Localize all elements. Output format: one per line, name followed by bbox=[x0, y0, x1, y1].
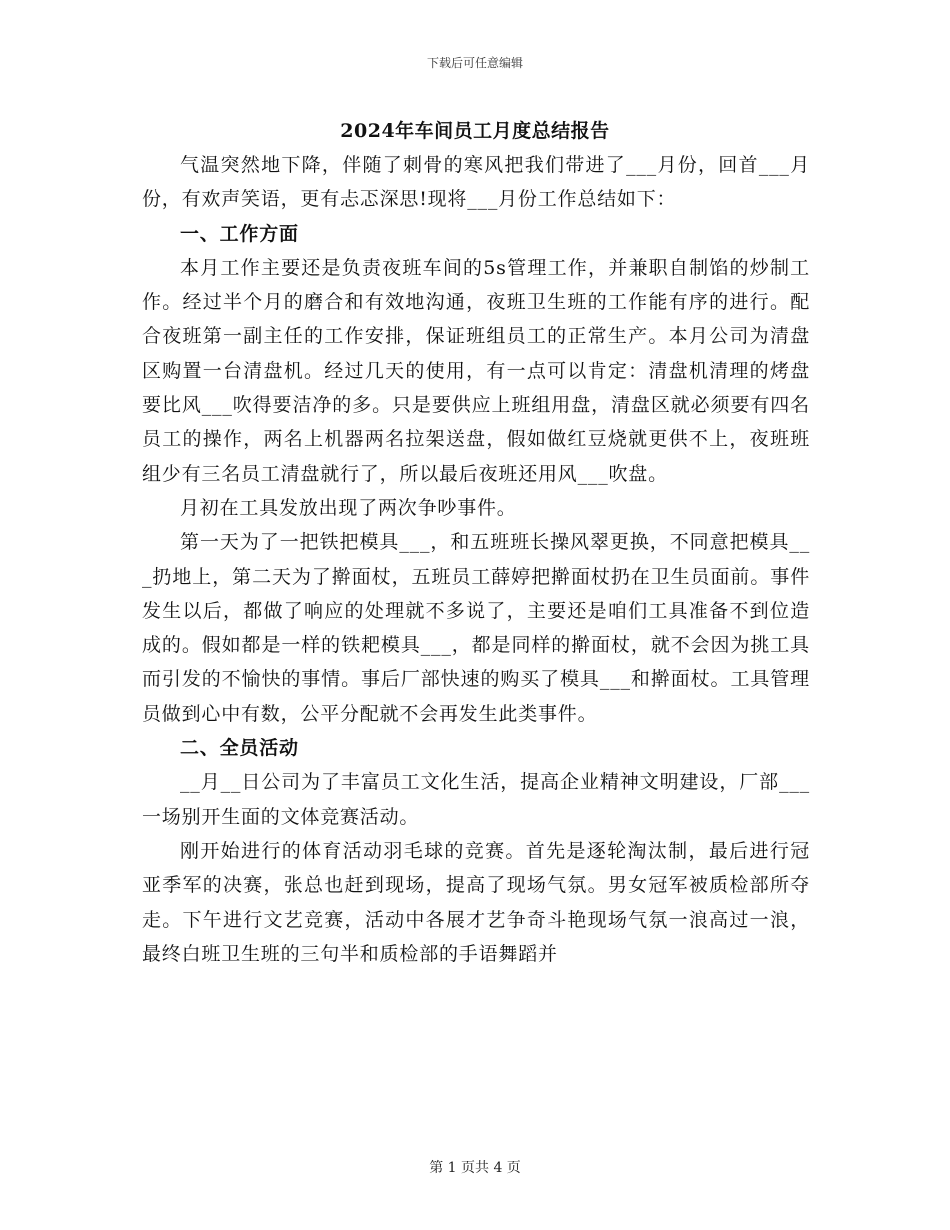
header-note: 下载后可任意编辑 bbox=[426, 56, 523, 70]
section-heading-activities: 二、全员活动 bbox=[180, 737, 299, 760]
page-number: 第 1 页共 4 页 bbox=[429, 1160, 521, 1176]
paragraph-work-summary: 本月工作主要还是负责夜班车间的5s管理工作，并兼职自制馅的炒制工作。经过半个月的磨合和有效地沟通，夜班卫生班的工作能有序的进行。配合夜班第一副主任的工作安排，保证班组员工的正常生产。本月公司为清盘区购置一台清盘机。经过几天的使用，有一点可以肯定：清盘机清理的烤盘要比风___吹得要洁净的多。只是要供应上班组用盘，清盘区就必须要有四名员工的操作，两名上机器两名拉架送盘，假如做红豆烧就更供不上，夜班班组少有三名员工清盘就行了，所以最后夜班还用风___吹盘。 bbox=[142, 256, 810, 485]
paragraph-incident-details: 第一天为了一把铁把模具___，和五班班长操风翠更换，不同意把模具___扔地上，第二天为了擀面杖，五班员工薛婷把擀面杖扔在卫生员面前。事件发生以后，都做了响应的处理就不多说了，主要还是咱们工具准备不到位造成的。假如都是一样的铁耙模具___，都是同样的擀面杖，就不会因为挑工具而引发的不愉快的事情。事后厂部快速的购买了模具___和擀面杖。工具管理员做到心中有数，公平分配就不会再发生此类事件。 bbox=[142, 531, 810, 725]
document-body bbox=[142, 148, 810, 971]
paragraph-intro: 气温突然地下降，伴随了刺骨的寒风把我们带进了___月份，回首___月份，有欢声笑语，更有忐忑深思!现将___月份工作总结如下： bbox=[142, 154, 810, 211]
paragraph-activity-intro: __月__日公司为了丰富员工文化生活，提高企业精神文明建设，厂部___一场别开生面的文体竞赛活动。 bbox=[142, 771, 810, 828]
section-heading-work: 一、工作方面 bbox=[180, 222, 299, 245]
paragraph-activity-details: 刚开始进行的体育活动羽毛球的竞赛。首先是逐轮淘汰制，最后进行冠亚季军的决赛，张总也赶到现场，提高了现场气氛。男女冠军被质检部所夺走。下午进行文艺竞赛，活动中各展才艺争奇斗艳现场气氛一浪高过一浪，最终白班卫生班的三句半和质检部的手语舞蹈并 bbox=[142, 839, 810, 965]
paragraph-tool-incidents: 月初在工具发放出现了两次争吵事件。 bbox=[180, 496, 517, 519]
document-title: 2024年车间员工月度总结报告 bbox=[340, 120, 610, 142]
